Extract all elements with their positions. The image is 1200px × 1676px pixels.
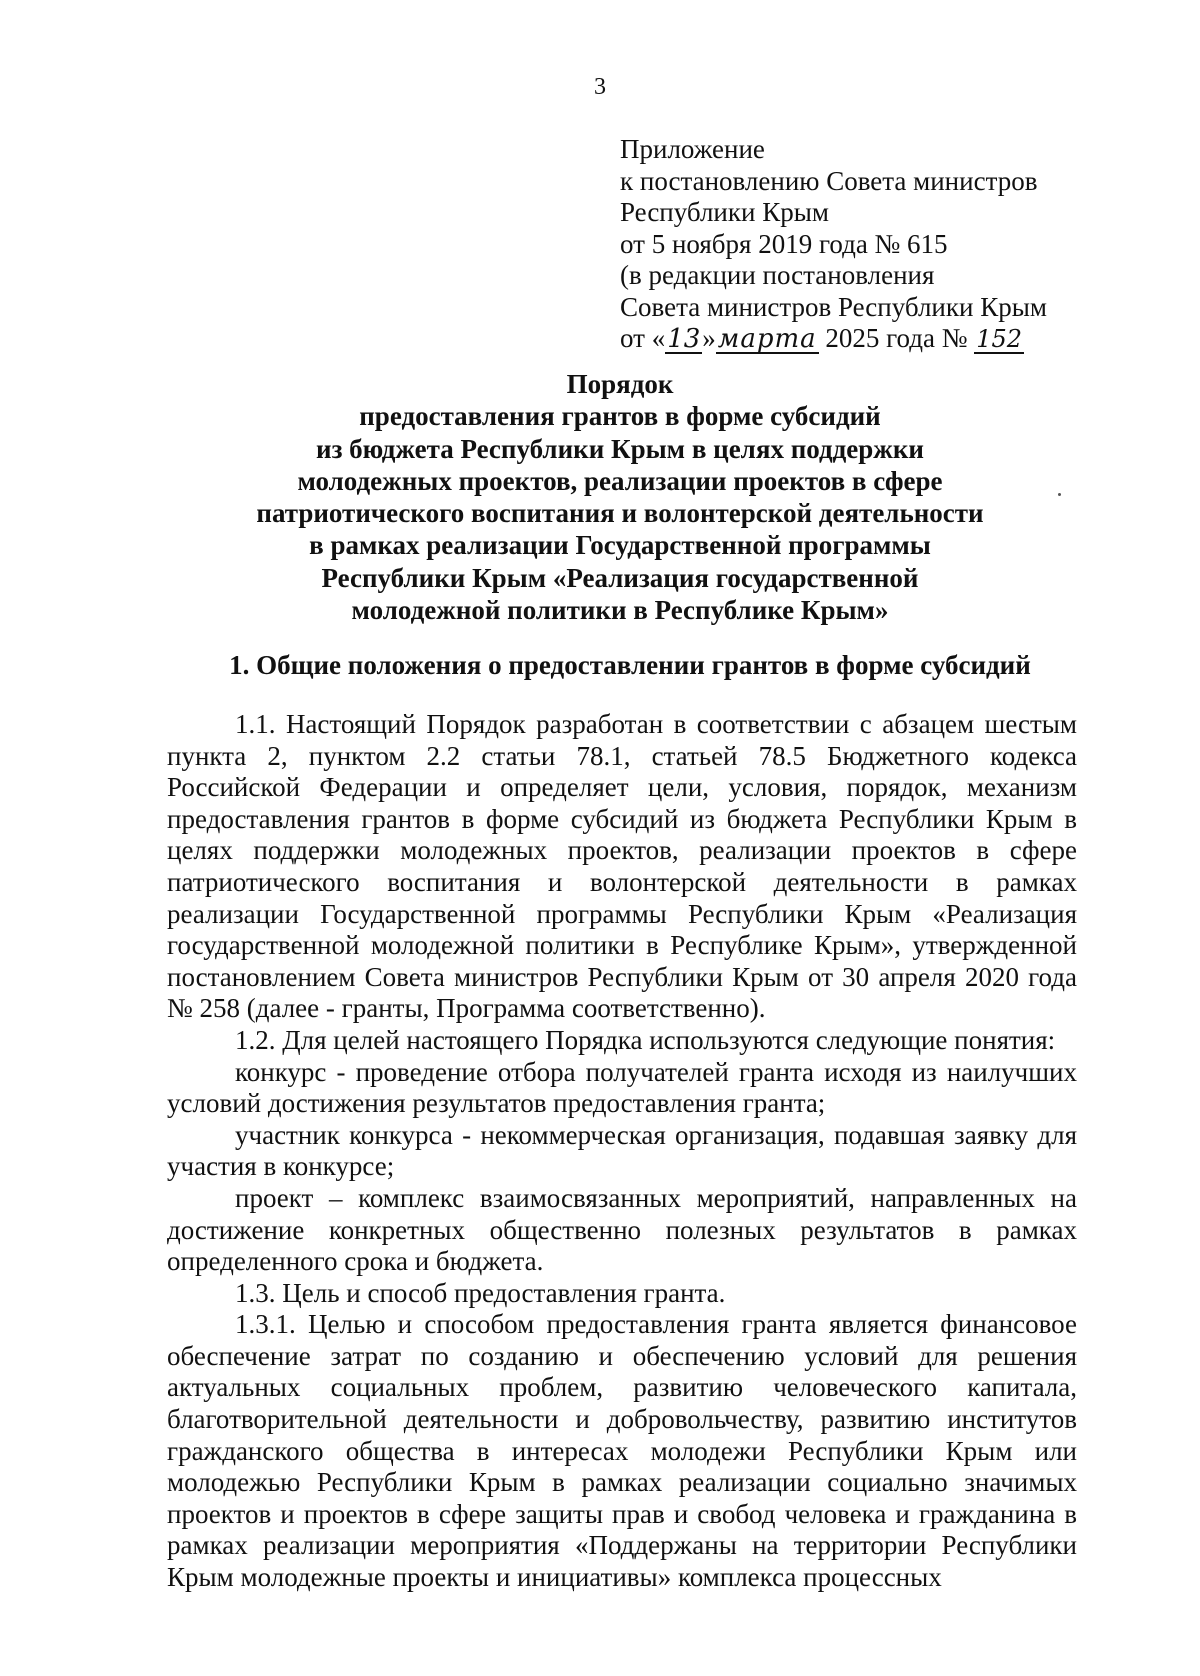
date-year-text: 2025 года № [818,323,975,353]
paragraph: 1.3. Цель и способ предоставления гранта. [235,1277,726,1308]
paragraph: участник конкурса - некоммерческая организация, подавшая заявку для участия в конкурсе; [167,1119,1077,1182]
page-number: 3 [594,74,606,100]
appendix-line: Республики Крым [620,197,829,227]
appendix-line: (в редакции постановления [620,260,935,290]
title-line: из бюджета Республики Крым в целях поддержки [316,433,924,464]
handwritten-month: марта [717,324,817,354]
appendix-date-line [620,323,1047,355]
section-heading: 1. Общие положения о предоставлении грантов в форме субсидий [229,650,1031,680]
title-line: патриотического воспитания и волонтерской деятельности [256,498,984,529]
section-body [167,709,1077,1594]
date-prefix: от « [620,323,666,353]
appendix-line: к постановлению Совета министров [620,165,1038,196]
paragraph: 1.2. Для целей настоящего Порядка используются следующие понятия: [235,1024,1056,1055]
title-line: Порядок [566,369,674,399]
date-quote-close: » [702,323,716,353]
title-line: молодежных проектов, реализации проектов в сфере [297,465,943,496]
handwritten-doc-number: 152 [976,325,1023,353]
scan-speck [1058,493,1061,496]
title-line: предоставления грантов в форме субсидий [359,401,881,432]
paragraph: конкурс - проведение отбора получателей гранта исходя из наилучших условий достижения результатов предоставления гранта; [167,1056,1077,1119]
paragraph: 1.3.1. Целью и способом предоставления гранта является финансовое обеспечение затрат по созданию и обеспечению условий для решения актуальных социальных проблем, развитию человеческого капитала, благотворительной деятельности и добровольчеству, развитию институтов гражданского общества в интересах молодежи Республики Крым или молодежью Республики Крым в рамках реализации социально значимых проектов и проектов в сфере защиты прав и свобод человека и гражданина в рамках реализации мероприятия «Поддержаны на территории Республики Крым молодежные проекты и инициативы» комплекса процессных [167,1309,1077,1593]
handwritten-day: 13 [667,324,701,354]
appendix-block [620,134,1047,355]
title-line: в рамках реализации Государственной программы [309,530,931,561]
paragraph: проект – комплекс взаимосвязанных мероприятий, направленных на достижение конкретных общественно полезных результатов в рамках определенного срока и бюджета. [167,1182,1077,1277]
appendix-line: Приложение [620,134,765,164]
document-title [0,368,1200,626]
title-line: Республики Крым «Реализация государственной [321,562,919,593]
appendix-line: от 5 ноября 2019 года № 615 [620,228,948,259]
appendix-line: Совета министров Республики Крым [620,291,1047,322]
paragraph: 1.1. Настоящий Порядок разработан в соответствии с абзацем шестым пункта 2, пунктом 2.2 статьи 78.1, статьей 78.5 Бюджетного кодекса Российской Федерации и определяет цели, условия, порядок, механизм предоставления грантов в форме субсидий из бюджета Республики Крым в целях поддержки молодежных проектов, реализации проектов в сфере патриотического воспитания и волонтерской деятельности в рамках реализации Государственной программы Республики Крым «Реализация государственной молодежной политики в Республике Крым», утвержденной постановлением Совета министров Республики Крым от 30 апреля 2020 года № 258 (далее - гранты, Программа соответственно). [167,709,1077,1024]
title-line: молодежной политики в Республике Крым» [351,595,889,626]
